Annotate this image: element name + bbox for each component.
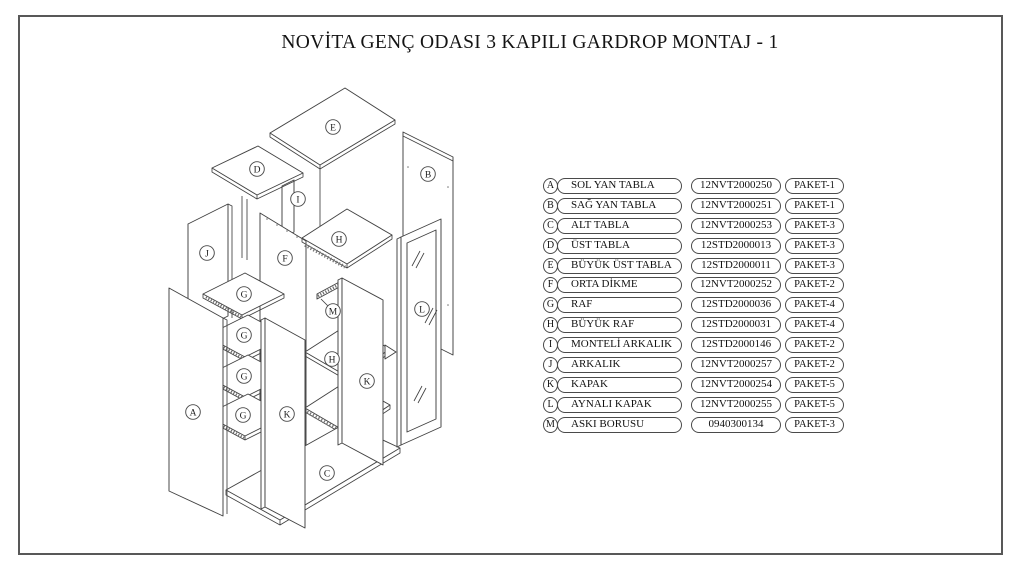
door-l-aynali-kapak — [397, 219, 441, 447]
part-code-cell: 0940300134 — [691, 417, 781, 433]
part-letter-badge: J — [543, 357, 558, 373]
part-name-cell: ÜST TABLA — [557, 238, 682, 254]
svg-text:H: H — [328, 355, 336, 366]
table-row — [543, 218, 844, 234]
part-label-k — [360, 374, 375, 389]
part-label-e — [326, 120, 341, 135]
svg-text:J: J — [205, 249, 209, 260]
part-letter-badge: F — [543, 277, 558, 293]
part-code-cell: 12STD2000036 — [691, 297, 781, 313]
part-paket-cell: PAKET-3 — [785, 417, 844, 433]
hinge-marker — [385, 345, 396, 359]
part-paket-cell: PAKET-1 — [785, 178, 844, 194]
part-name-cell: BÜYÜK RAF — [557, 317, 682, 333]
part-paket-cell: PAKET-3 — [785, 258, 844, 274]
part-paket-cell: PAKET-5 — [785, 377, 844, 393]
svg-text:G: G — [240, 372, 248, 383]
table-row — [543, 397, 844, 413]
part-name-cell: ASKI BORUSU — [557, 417, 682, 433]
part-label-g — [237, 328, 252, 343]
part-letter-badge: G — [543, 297, 558, 313]
part-paket-cell: PAKET-5 — [785, 397, 844, 413]
part-name-cell: ARKALIK — [557, 357, 682, 373]
svg-text:I: I — [296, 195, 300, 206]
part-name-cell: KAPAK — [557, 377, 682, 393]
door-k-kapak-right — [338, 278, 396, 465]
svg-text:G: G — [239, 411, 247, 422]
part-code-cell: 12STD2000146 — [691, 337, 781, 353]
part-name-cell: AYNALI KAPAK — [557, 397, 682, 413]
part-letter-badge: B — [543, 198, 558, 214]
part-letter-badge: I — [543, 337, 558, 353]
part-code-cell: 12STD2000013 — [691, 238, 781, 254]
exploded-view-diagram — [55, 80, 475, 540]
table-row — [543, 417, 844, 433]
part-label-g — [237, 369, 252, 384]
part-label-m — [326, 304, 341, 319]
svg-text:D: D — [253, 165, 261, 176]
part-label-c — [320, 466, 335, 481]
part-paket-cell: PAKET-2 — [785, 337, 844, 353]
part-paket-cell: PAKET-2 — [785, 277, 844, 293]
table-row — [543, 317, 844, 333]
part-letter-badge: C — [543, 218, 558, 234]
parts-table-rows — [543, 178, 844, 433]
svg-text:K: K — [283, 410, 291, 421]
part-label-a — [186, 405, 201, 420]
part-code-cell: 12NVT2000251 — [691, 198, 781, 214]
part-code-cell: 12STD2000031 — [691, 317, 781, 333]
panel-a-sol-yan-tabla — [169, 288, 227, 516]
svg-text:G: G — [240, 331, 248, 342]
part-label-k — [280, 407, 295, 422]
part-letter-badge: E — [543, 258, 558, 274]
part-name-cell: MONTELİ ARKALIK — [557, 337, 682, 353]
part-label-i — [291, 192, 306, 207]
part-label-g — [236, 408, 251, 423]
page-title: NOVİTA GENÇ ODASI 3 KAPILI GARDROP MONTAJ - 1 — [281, 32, 779, 53]
part-label-d — [250, 162, 265, 177]
table-row — [543, 357, 844, 373]
table-row — [543, 377, 844, 393]
svg-text:L: L — [419, 305, 425, 316]
table-row — [543, 178, 844, 194]
part-paket-cell: PAKET-2 — [785, 357, 844, 373]
part-code-cell: 12NVT2000255 — [691, 397, 781, 413]
part-name-cell: ORTA DİKME — [557, 277, 682, 293]
part-code-cell: 12NVT2000254 — [691, 377, 781, 393]
part-paket-cell: PAKET-4 — [785, 317, 844, 333]
svg-text:F: F — [282, 254, 288, 265]
svg-text:E: E — [330, 123, 336, 134]
table-row — [543, 277, 844, 293]
part-code-cell: 12NVT2000253 — [691, 218, 781, 234]
svg-text:C: C — [323, 469, 331, 480]
table-row — [543, 258, 844, 274]
parts-table — [543, 178, 844, 437]
part-label-h — [332, 232, 347, 247]
part-label-l — [415, 302, 430, 317]
part-letter-badge: L — [543, 397, 558, 413]
svg-text:M: M — [328, 307, 338, 318]
svg-text:G: G — [240, 290, 248, 301]
part-code-cell: 12NVT2000252 — [691, 277, 781, 293]
part-paket-cell: PAKET-4 — [785, 297, 844, 313]
part-letter-badge: H — [543, 317, 558, 333]
part-label-h — [325, 352, 340, 367]
part-letter-badge: K — [543, 377, 558, 393]
table-row — [543, 238, 844, 254]
part-name-cell: SOL YAN TABLA — [557, 178, 682, 194]
part-name-cell: SAĞ YAN TABLA — [557, 198, 682, 214]
part-name-cell: ALT TABLA — [557, 218, 682, 234]
svg-text:K: K — [363, 377, 371, 388]
part-name-cell: BÜYÜK ÜST TABLA — [557, 258, 682, 274]
table-row — [543, 337, 844, 353]
part-letter-badge: M — [543, 417, 558, 433]
part-paket-cell: PAKET-3 — [785, 218, 844, 234]
svg-text:B: B — [424, 170, 432, 181]
part-label-b — [421, 167, 436, 182]
svg-text:H: H — [335, 235, 343, 246]
part-name-cell: RAF — [557, 297, 682, 313]
part-label-j — [200, 246, 215, 261]
svg-text:A: A — [189, 408, 197, 419]
part-paket-cell: PAKET-1 — [785, 198, 844, 214]
part-label-g — [237, 287, 252, 302]
part-code-cell: 12NVT2000257 — [691, 357, 781, 373]
shelf-h-buyuk-raf-upper — [302, 209, 392, 268]
part-label-f — [278, 251, 293, 266]
table-row — [543, 198, 844, 214]
table-row — [543, 297, 844, 313]
part-code-cell: 12NVT2000250 — [691, 178, 781, 194]
part-letter-badge: A — [543, 178, 558, 194]
door-k-kapak-left — [261, 318, 305, 528]
part-paket-cell: PAKET-3 — [785, 238, 844, 254]
part-code-cell: 12STD2000011 — [691, 258, 781, 274]
part-letter-badge: D — [543, 238, 558, 254]
